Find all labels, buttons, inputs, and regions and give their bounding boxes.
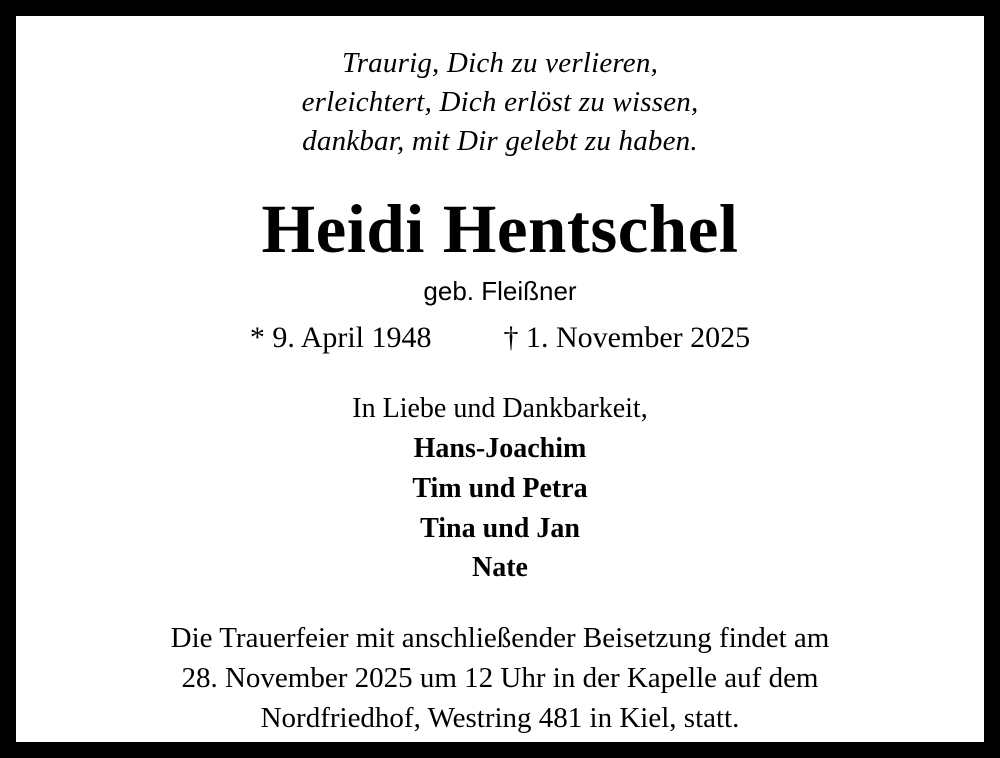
dedication-block xyxy=(352,389,647,588)
memorial-verse xyxy=(302,44,699,161)
funeral-line-1: Die Trauerfeier mit anschließender Beisetzung findet am xyxy=(170,622,830,655)
funeral-line-3: Nordfriedhof, Westring 481 in Kiel, statt. xyxy=(260,702,740,735)
verse-line-2: erleichtert, Dich erlöst zu wissen, xyxy=(301,86,699,119)
deceased-birth-name: geb. Fleißner xyxy=(423,276,577,307)
funeral-details xyxy=(171,618,830,738)
verse-line-1: Traurig, Dich zu verlieren, xyxy=(341,47,659,79)
deceased-name: Heidi Hentschel xyxy=(261,191,739,268)
mourner-2: Tim und Petra xyxy=(412,472,588,504)
life-dates xyxy=(250,321,750,355)
death-date: † 1. November 2025 xyxy=(503,321,751,355)
obituary-card xyxy=(16,16,984,742)
verse-line-3: dankbar, mit Dir gelebt zu haben. xyxy=(302,125,698,158)
funeral-line-2: 28. November 2025 um 12 Uhr in der Kapelle auf dem xyxy=(181,662,819,695)
dedication-lead: In Liebe und Dankbarkeit, xyxy=(352,393,648,425)
birth-date: * 9. April 1948 xyxy=(249,321,432,355)
mourner-1: Hans-Joachim xyxy=(413,433,587,465)
mourner-3: Tina und Jan xyxy=(420,512,580,544)
mourner-4: Nate xyxy=(472,552,528,584)
